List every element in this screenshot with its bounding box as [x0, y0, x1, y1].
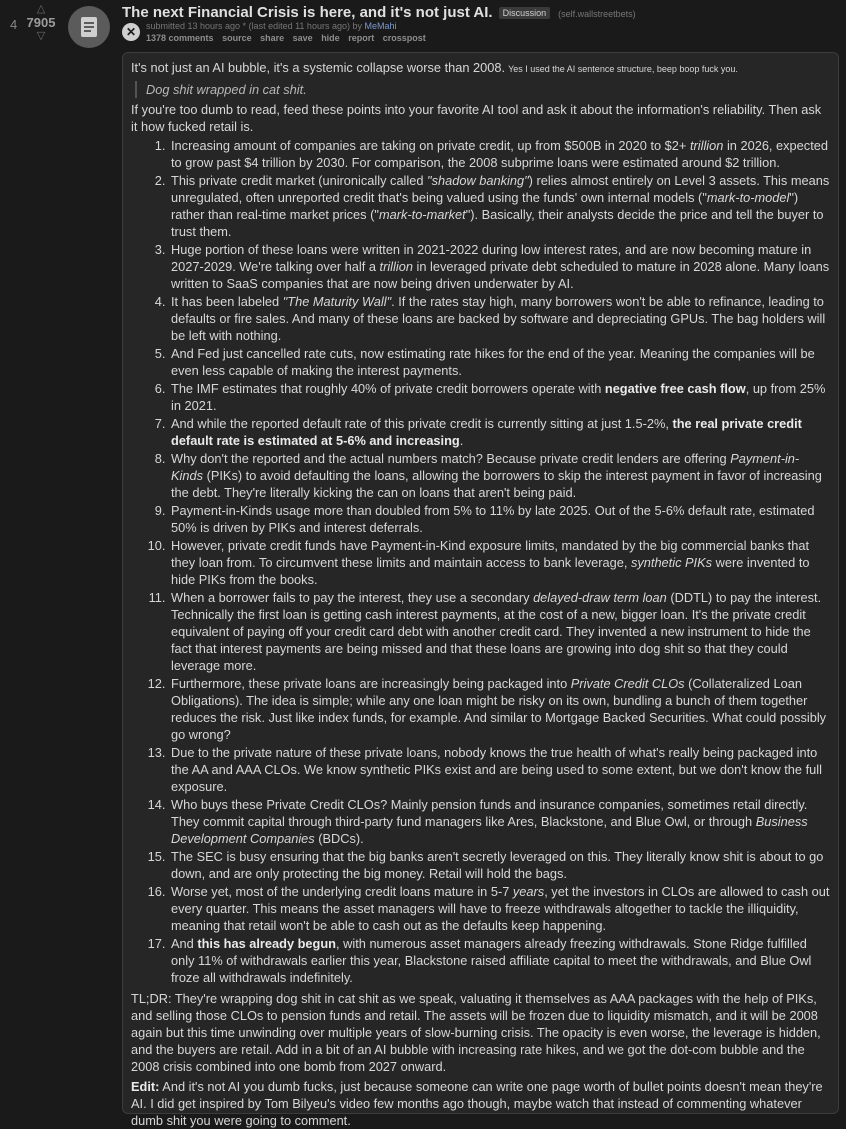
upvote-arrow-icon[interactable]: △: [36, 3, 46, 15]
crosspost-button[interactable]: crosspost: [382, 33, 426, 43]
submitted-text: submitted 13 hours ago * (last edited 11 hours ago) by: [146, 21, 362, 31]
edit-paragraph: [131, 1078, 830, 1129]
points-list: [131, 137, 830, 986]
text-document-icon: [81, 17, 97, 37]
post-body: [122, 52, 839, 1128]
list-item: 7. And while the reported default rate of this private credit is currently sitting at just 1.5-2%, the real private credit default rate is estimated at 5-6% and increasing.: [169, 415, 830, 449]
list-item: 1. Increasing amount of companies are taking on private credit, up from $500B in 2020 to $2+ trillion in 2026, expected to grow past $4 trillion by 2030. For comparison, the 2008 subprime loans were estimated around $2 trillion.: [169, 137, 830, 171]
downvote-arrow-icon[interactable]: ▽: [36, 30, 46, 42]
list-item: 12. Furthermore, these private loans are increasingly being packaged into Private Credit CLOs (Collateralized Loan Obligations). The idea is simple; while any one loan might be risky on its own, bundling a bunch of them together reduces the risk. Just like index funds, for example. And similar to Mortgage Backed Securities. What could possibly go wrong?: [169, 675, 830, 743]
post-title[interactable]: The next Financial Crisis is here, and it's not just AI.: [122, 4, 493, 21]
intro-paragraph: [131, 59, 830, 78]
post-tagline: [146, 21, 397, 31]
list-item: 10. However, private credit funds have Payment-in-Kind exposure limits, mandated by the big commercial banks that they loan from. To circumvent these limits and maintain access to bank leverage, synthetic PIKs were invented to hide PIKs from the books.: [169, 537, 830, 588]
list-item: 17. And this has already begun, with numerous asset managers already freezing withdrawals. Stone Ridge fulfilled only 11% of withdrawals earlier this year, Blackstone raised affiliate capital to meet the withdrawals, and Blue Owl froze all withdrawals indefinitely.: [169, 935, 830, 986]
list-item: 4. It has been labeled "The Maturity Wall". If the rates stay high, many borrowers won't be able to refinance, leading to defaults or fire sales. And many of these loans are backed by software and depreciating GPUs. The bag holders will be left with nothing.: [169, 293, 830, 344]
list-item: 13. Due to the private nature of these private loans, nobody knows the true health of what's really being packaged into the AA and AAA CLOs. We know synthetic PIKs exist and are being used to some extent, but we don't know the full exposure.: [169, 744, 830, 795]
post-rank: 4: [10, 17, 18, 32]
post-title-row: [122, 4, 636, 22]
self-post-thumbnail[interactable]: [68, 6, 110, 48]
list-item: 2. This private credit market (unironically called "shadow banking") relies almost entirely on Level 3 assets. This means unregulated, often unreported credit that's being valued using the funds' own internal models ("mark-to-model") rather than real-time market prices ("mark-to-market"). Basically, their analysts decide the price and tell the buyer to trust them.: [169, 172, 830, 240]
list-item: 9. Payment-in-Kinds usage more than doubled from 5% to 11% by late 2025. Out of the 5-6% default rate, estimated 50% is driven by PIKs and interest deferrals.: [169, 502, 830, 536]
edit-text: And it's not AI you dumb fucks, just because someone can write one page worth of bullet points doesn't mean they're AI. I did get inspired by Tom Bilyeu's video few months ago though, maybe watch that instead of commenting whatever dumb shit you were going to comment.: [131, 1079, 823, 1128]
report-button[interactable]: report: [348, 33, 375, 43]
intro-note: Yes I used the AI sentence structure, beep boop fuck you.: [508, 64, 738, 74]
source-button[interactable]: source: [222, 33, 252, 43]
list-item: 14. Who buys these Private Credit CLOs? Mainly pension funds and insurance companies, sometimes retail directly. They commit capital through third-party fund managers like Ares, Blackstone, and Blue Owl, or through Business Development Companies (BDCs).: [169, 796, 830, 847]
author-link[interactable]: MeMahi: [364, 21, 397, 31]
save-button[interactable]: save: [292, 33, 313, 43]
list-item: 15. The SEC is busy ensuring that the big banks aren't secretly leveraged on this. They literally know shit is about to go down, and are only protecting the big money. Retail will hold the bags.: [169, 848, 830, 882]
list-item: 8. Why don't the reported and the actual numbers match? Because private credit lenders are offering Payment-in-Kinds (PIKs) to avoid defaulting the loans, allowing the borrowers to skip the interest payment in favor of increasing the debt. They're literally kicking the can on loans that aren't being paid.: [169, 450, 830, 501]
list-item: 16. Worse yet, most of the underlying credit loans mature in 5-7 years, yet the investors in CLOs are allowed to cash out every quarter. This means the asset managers will have to freeze withdrawals altogether to tackle the illiquidity, meaning that retail won't be able to cash out as the defaults keep happening.: [169, 883, 830, 934]
blockquote: Dog shit wrapped in cat shit.: [135, 81, 830, 98]
close-icon[interactable]: ✕: [122, 23, 140, 41]
vote-column: [24, 4, 58, 42]
edit-label: Edit:: [131, 1079, 160, 1094]
list-item: 11. When a borrower fails to pay the interest, they use a secondary delayed-draw term loan (DDTL) to pay the interest. Technically the first loan is getting cash interest payments, at the cost of a new, bigger loan. It's the private credit equivalent of paying off your credit card debt with another credit card. They invented a new instrument to hide the fact that interest payments are being missed and that these loans are growing into dog shit so that they could leverage more.: [169, 589, 830, 674]
tldr-paragraph: TL;DR: They're wrapping dog shit in cat shit as we speak, valuating it themselves as AAA packages with the help of PIKs, and selling those CLOs to pension funds and retail. The assets will be frozen due to liquidity mismatch, and it will be 2008 again but this time unwinding over multiple years of slow-burning crisis. The opacity is even worse, the leverage is hidden, and the buyers are retail. Add in a bit of an AI bubble with increasing rate hikes, and we got the dot-com bubble and the 2008 crisis combined into one bomb from 2027 onward.: [131, 991, 821, 1074]
hide-button[interactable]: hide: [321, 33, 340, 43]
list-item: 6. The IMF estimates that roughly 40% of private credit borrowers operate with negative free cash flow, up from 25% in 2021.: [169, 380, 830, 414]
instructions-paragraph: If you're too dumb to read, feed these points into your favorite AI tool and ask it about the information's reliability. Then ask it how fucked retail is.: [131, 102, 822, 134]
post-action-buttons: [146, 33, 432, 43]
post-domain[interactable]: (self.wallstreetbets): [558, 9, 636, 19]
flair-badge[interactable]: Discussion: [499, 7, 551, 19]
comments-link[interactable]: 1378 comments: [146, 33, 214, 43]
list-item: 3. Huge portion of these loans were written in 2021-2022 during low interest rates, and are now becoming mature in 2027-2029. We're talking over half a trillion in leveraged private debt scheduled to mature in 2028 alone. Many loans written to SaaS companies that are now being driven underwater by AI.: [169, 241, 830, 292]
intro-text: It's not just an AI bubble, it's a systemic collapse worse than 2008.: [131, 60, 506, 75]
post-score: 7905: [26, 15, 56, 30]
list-item: 5. And Fed just cancelled rate cuts, now estimating rate hikes for the end of the year. Meaning the companies will be even less capable of making the interest payments.: [169, 345, 830, 379]
share-button[interactable]: share: [260, 33, 285, 43]
